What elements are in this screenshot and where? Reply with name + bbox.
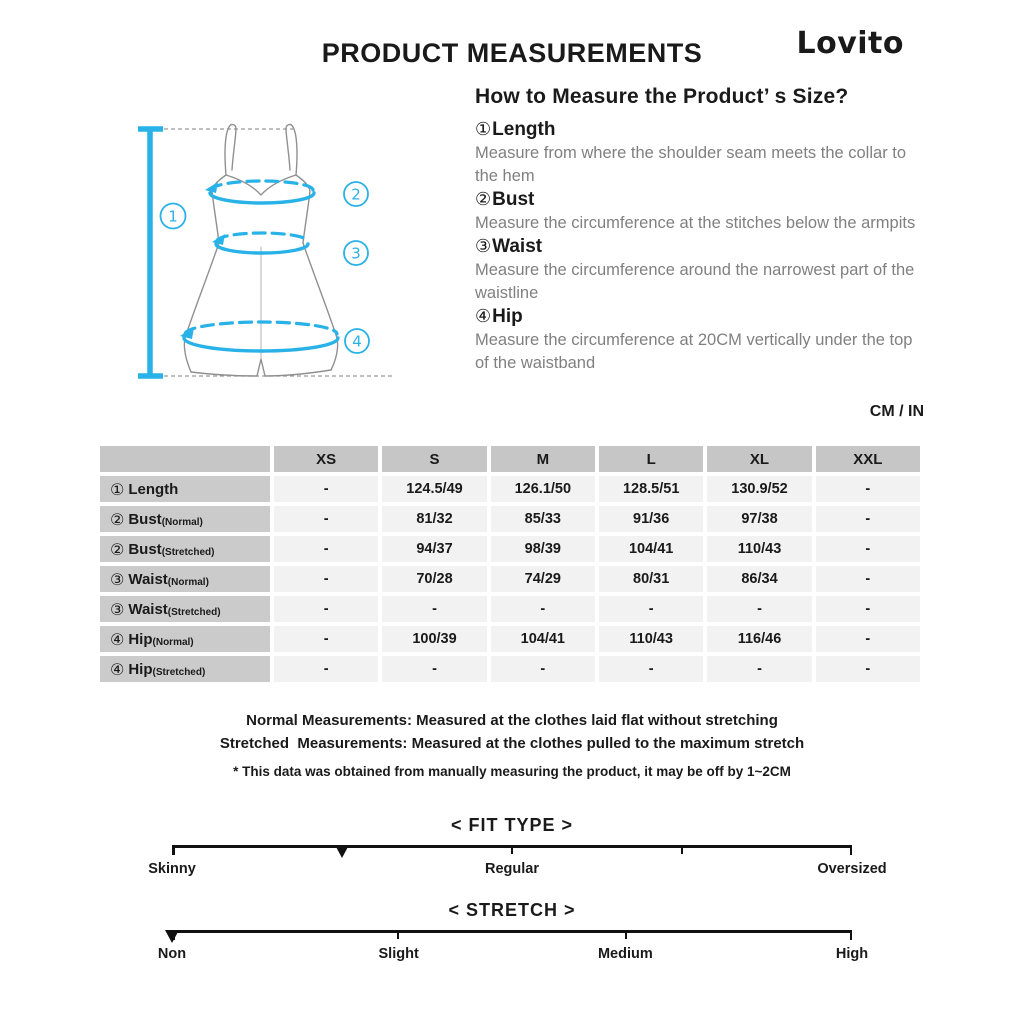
row-label-subtext: (Normal): [152, 637, 194, 648]
measurement-value-cell: -: [274, 656, 378, 682]
table-corner-cell: [100, 446, 270, 472]
fit-type-scale: [148, 815, 887, 879]
measurement-value-cell: 110/43: [599, 626, 703, 652]
how-to-item-heading: [475, 188, 925, 212]
scale-endcap: [172, 845, 175, 855]
measurement-value-cell: -: [816, 506, 920, 532]
circled-number-icon: ①: [475, 119, 492, 140]
measurement-value-cell: -: [599, 656, 703, 682]
circled-number-icon: ③: [475, 236, 492, 257]
circled-number-icon: ④: [110, 659, 125, 679]
measurement-value-cell: -: [274, 476, 378, 502]
row-label-subtext: (Normal): [167, 577, 209, 588]
measurement-value-cell: -: [382, 656, 486, 682]
scale-marker-icon: [335, 845, 349, 858]
measurement-value-cell: -: [274, 596, 378, 622]
scale-label: Slight: [378, 946, 419, 962]
how-to-title: How to Measure the Product’ s Size?: [475, 85, 849, 108]
scale-tick: [681, 845, 683, 854]
hip-measure-ellipse: [180, 322, 338, 351]
how-to-item-heading: [475, 305, 925, 329]
measurement-value-cell: 70/28: [382, 566, 486, 592]
circled-number-icon: ③: [110, 599, 125, 619]
row-label-text: Hip: [128, 630, 153, 648]
measurement-row-label: [100, 536, 270, 562]
circled-number-icon: ④: [475, 306, 492, 327]
svg-text:2: 2: [351, 185, 361, 204]
how-to-item-description: Measure from where the shoulder seam meets the collar to the hem: [475, 144, 907, 185]
measurement-row-label: [100, 596, 270, 622]
size-column-header: XL: [707, 446, 811, 472]
measurement-value-cell: 98/39: [491, 536, 595, 562]
measurement-notes: [0, 709, 1024, 755]
row-label-text: Bust: [128, 510, 162, 528]
scale-label: Oversized: [817, 861, 887, 877]
measurement-value-cell: -: [274, 506, 378, 532]
row-label-subtext: (Stretched): [152, 667, 206, 678]
scale-label: Skinny: [148, 861, 196, 877]
stretched-measurement-note: Stretched Measurements: Measured at the clothes pulled to the maximum stretch: [219, 735, 805, 752]
measurement-value-cell: -: [274, 566, 378, 592]
measurement-value-cell: 86/34: [707, 566, 811, 592]
garment-diagram-image: [133, 112, 407, 406]
measurement-value-cell: 91/36: [599, 506, 703, 532]
scale-tick: [625, 930, 627, 939]
measurement-value-cell: -: [274, 536, 378, 562]
measurement-value-cell: 126.1/50: [491, 476, 595, 502]
measurement-row-label: [100, 626, 270, 652]
circled-number-icon: ②: [110, 539, 125, 559]
scale-line: [172, 845, 852, 848]
scale-labels: [157, 946, 869, 964]
page-title: PRODUCT MEASUREMENTS: [321, 38, 703, 68]
size-column-header: L: [599, 446, 703, 472]
size-table: [100, 446, 920, 682]
how-to-item-label: Length: [492, 119, 556, 140]
row-label-subtext: (Normal): [161, 517, 203, 528]
measurement-value-cell: -: [274, 626, 378, 652]
length-measure-bar: [138, 129, 163, 376]
measurement-value-cell: -: [382, 596, 486, 622]
waist-measure-ellipse: [212, 233, 308, 253]
measurement-value-cell: -: [599, 596, 703, 622]
how-to-item-description: Measure the circumference around the narrowest part of the waistline: [475, 261, 915, 302]
measurement-value-cell: 128.5/51: [599, 476, 703, 502]
measurement-value-cell: 116/46: [707, 626, 811, 652]
scale-endcap: [850, 845, 853, 855]
measurement-value-cell: 104/41: [599, 536, 703, 562]
normal-measurement-note: Normal Measurements: Measured at the clothes laid flat without stretching: [246, 712, 778, 729]
measurement-row-label: [100, 566, 270, 592]
size-column-header: XXL: [816, 446, 920, 472]
circled-number-icon: ②: [475, 189, 492, 210]
scale-tick: [397, 930, 399, 939]
row-label-subtext: (Stretched): [161, 547, 215, 558]
bust-arrow-icon: [205, 182, 218, 193]
row-label-text: Waist: [128, 570, 168, 588]
disclaimer-note: * This data was obtained from manually measuring the product, it may be off by 1~2CM: [233, 764, 791, 779]
scale-endcap: [850, 930, 853, 940]
circled-number-icon: ④: [110, 629, 125, 649]
row-label-text: Bust: [128, 540, 162, 558]
unit-label: CM / IN: [869, 403, 924, 420]
how-to-item: [475, 188, 925, 235]
measurement-value-cell: 130.9/52: [707, 476, 811, 502]
measurement-row-label: [100, 656, 270, 682]
svg-text:4: 4: [352, 332, 362, 351]
how-to-item-heading: [475, 235, 925, 259]
scale-title: < STRETCH >: [448, 900, 576, 920]
svg-text:1: 1: [168, 207, 178, 226]
how-to-section: [475, 85, 925, 375]
size-column-header: M: [491, 446, 595, 472]
measurement-value-cell: 100/39: [382, 626, 486, 652]
measurement-value-cell: -: [707, 656, 811, 682]
measurement-value-cell: 74/29: [491, 566, 595, 592]
measurement-row-label: [100, 506, 270, 532]
scale-line: [172, 930, 852, 933]
circled-number-icon: ③: [110, 569, 125, 589]
measurement-value-cell: 81/32: [382, 506, 486, 532]
diagram-number-bust: [344, 182, 368, 206]
scale-label: Medium: [597, 946, 653, 962]
measurement-value-cell: -: [491, 596, 595, 622]
hip-arrow-icon: [180, 327, 194, 339]
size-column-header: XS: [274, 446, 378, 472]
how-to-item: [475, 235, 925, 305]
row-label-text: Hip: [128, 660, 153, 678]
how-to-item-label: Hip: [492, 306, 523, 327]
scale-title: < FIT TYPE >: [450, 815, 574, 835]
scale-label: Regular: [485, 861, 539, 877]
measurement-value-cell: -: [491, 656, 595, 682]
diagram-number-waist: [344, 241, 368, 265]
row-label-text: Length: [128, 480, 179, 498]
measurement-value-cell: 124.5/49: [382, 476, 486, 502]
how-to-item-description: Measure the circumference at 20CM vertically under the top of the waistband: [475, 331, 913, 372]
measurement-value-cell: -: [707, 596, 811, 622]
measurement-value-cell: 97/38: [707, 506, 811, 532]
how-to-item-description: Measure the circumference at the stitches below the armpits: [475, 214, 916, 232]
how-to-items: [475, 118, 925, 375]
measurement-value-cell: -: [816, 656, 920, 682]
how-to-item: [475, 305, 925, 375]
scale-label: Non: [157, 946, 187, 962]
measurement-value-cell: 80/31: [599, 566, 703, 592]
bust-measure-ellipse: [205, 181, 314, 203]
measurement-value-cell: -: [816, 566, 920, 592]
how-to-item-heading: [475, 118, 925, 142]
diagram-number-hip: [345, 329, 369, 353]
measurement-value-cell: 94/37: [382, 536, 486, 562]
measurement-value-cell: 85/33: [491, 506, 595, 532]
size-column-header: S: [382, 446, 486, 472]
measurement-row-label: [100, 476, 270, 502]
scale-tick: [511, 845, 513, 854]
svg-text:3: 3: [351, 244, 361, 263]
how-to-item-label: Waist: [492, 236, 543, 257]
circled-number-icon: ②: [110, 509, 125, 529]
row-label-subtext: (Stretched): [167, 607, 221, 618]
measurement-value-cell: -: [816, 626, 920, 652]
measurement-value-cell: 104/41: [491, 626, 595, 652]
stretch-scale: [157, 900, 869, 964]
garment-outline: [184, 125, 337, 376]
how-to-item: [475, 118, 925, 188]
diagram-number-length: [161, 204, 186, 229]
scale-marker-icon: [165, 930, 179, 943]
scale-label: High: [835, 946, 869, 962]
measurement-value-cell: -: [816, 536, 920, 562]
row-label-text: Waist: [128, 600, 168, 618]
measurement-value-cell: -: [816, 596, 920, 622]
scale-labels: [148, 861, 887, 879]
circled-number-icon: ①: [110, 479, 125, 499]
measurement-value-cell: -: [816, 476, 920, 502]
brand-logo: Lovito: [796, 26, 904, 61]
how-to-item-label: Bust: [492, 189, 535, 210]
measurement-value-cell: 110/43: [707, 536, 811, 562]
